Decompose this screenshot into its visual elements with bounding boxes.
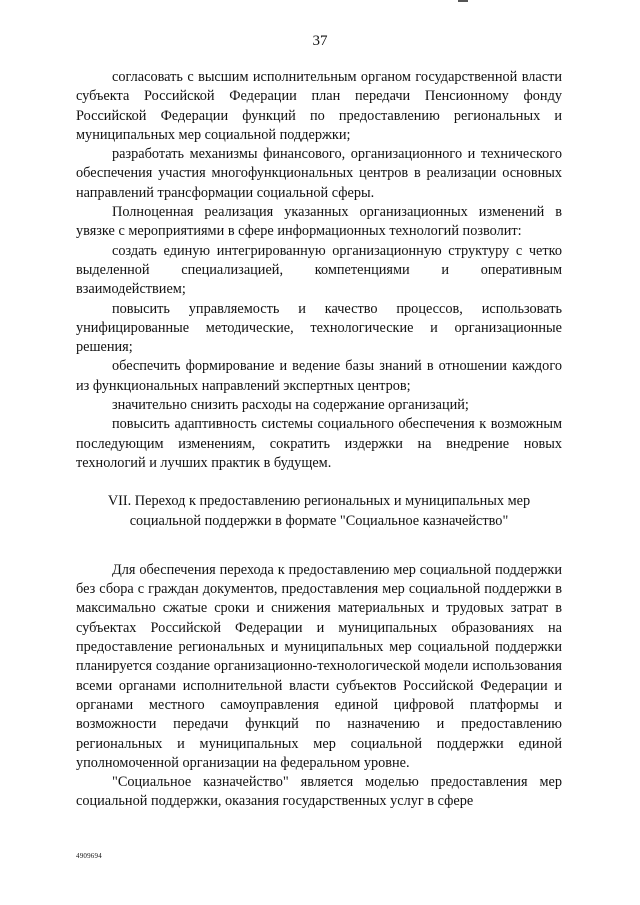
- paragraph: повысить управляемость и качество процессов, использовать унифицированные методические, технологические и организационные решения;: [76, 300, 562, 356]
- scan-mark: [458, 0, 468, 2]
- paragraph: Полноценная реализация указанных организационных изменений в увязке с мероприятиями в сфере информационных технологий позволит:: [76, 204, 562, 240]
- paragraph: обеспечить формирование и ведение базы знаний в отношении каждого из функциональных направлений экспертных центров;: [76, 358, 562, 394]
- paragraph: разработать механизмы финансового, организационного и технического обеспечения участия многофункциональных центров в реализации основных направлений трансформации социальной сферы.: [76, 146, 562, 201]
- section-body: [76, 561, 562, 812]
- paragraph: создать единую интегрированную организационную структуру с четко выделенной специализацией, компетенциями и оперативным взаимодействием;: [76, 242, 562, 298]
- paragraph: повысить адаптивность системы социального обеспечения к возможным последующим изменениям, сократить издержки на внедрение новых технологий и лучших практик в будущем.: [76, 416, 562, 471]
- paragraph: значительно снизить расходы на содержание организаций;: [112, 397, 469, 414]
- document-code: 4909694: [76, 852, 102, 860]
- section-heading: [76, 492, 562, 531]
- paragraph: согласовать с высшим исполнительным органом государственной власти субъекта Российской Федерации план передачи Пенсионному фонду Российской Федерации функций по предоставлению региональных и муниципальных мер социальной поддержки;: [76, 69, 562, 143]
- paragraph: "Социальное казначейство" является моделью предоставления мер социальной поддержки, оказания государственных услуг в сфере: [76, 774, 562, 810]
- document-body: [76, 68, 562, 812]
- section-heading-line: VII. Переход к предоставлению региональных и муниципальных мер: [107, 493, 531, 510]
- page-number: 37: [312, 33, 328, 49]
- paragraph: Для обеспечения перехода к предоставлению мер социальной поддержки без сбора с граждан документов, предоставления мер социальной поддержки в максимально сжатые сроки и снижения материальных и трудовых затрат в субъектах Российской Федерации и муниципальных образованиях на предоставление региональных и муниципальных мер социальной поддержки планируется создание организационно-технологической модели использования всеми органами исполнительной власти субъектов Российской Федерации и органами местного самоуправления единой цифровой платформы и возможности передачи функций по назначению и предоставлению региональных и муниципальных мер социальной поддержки единой уполномоченной организации на федеральном уровне.: [76, 561, 562, 771]
- section-heading-line: социальной поддержки в формате "Социальное казначейство": [129, 512, 509, 529]
